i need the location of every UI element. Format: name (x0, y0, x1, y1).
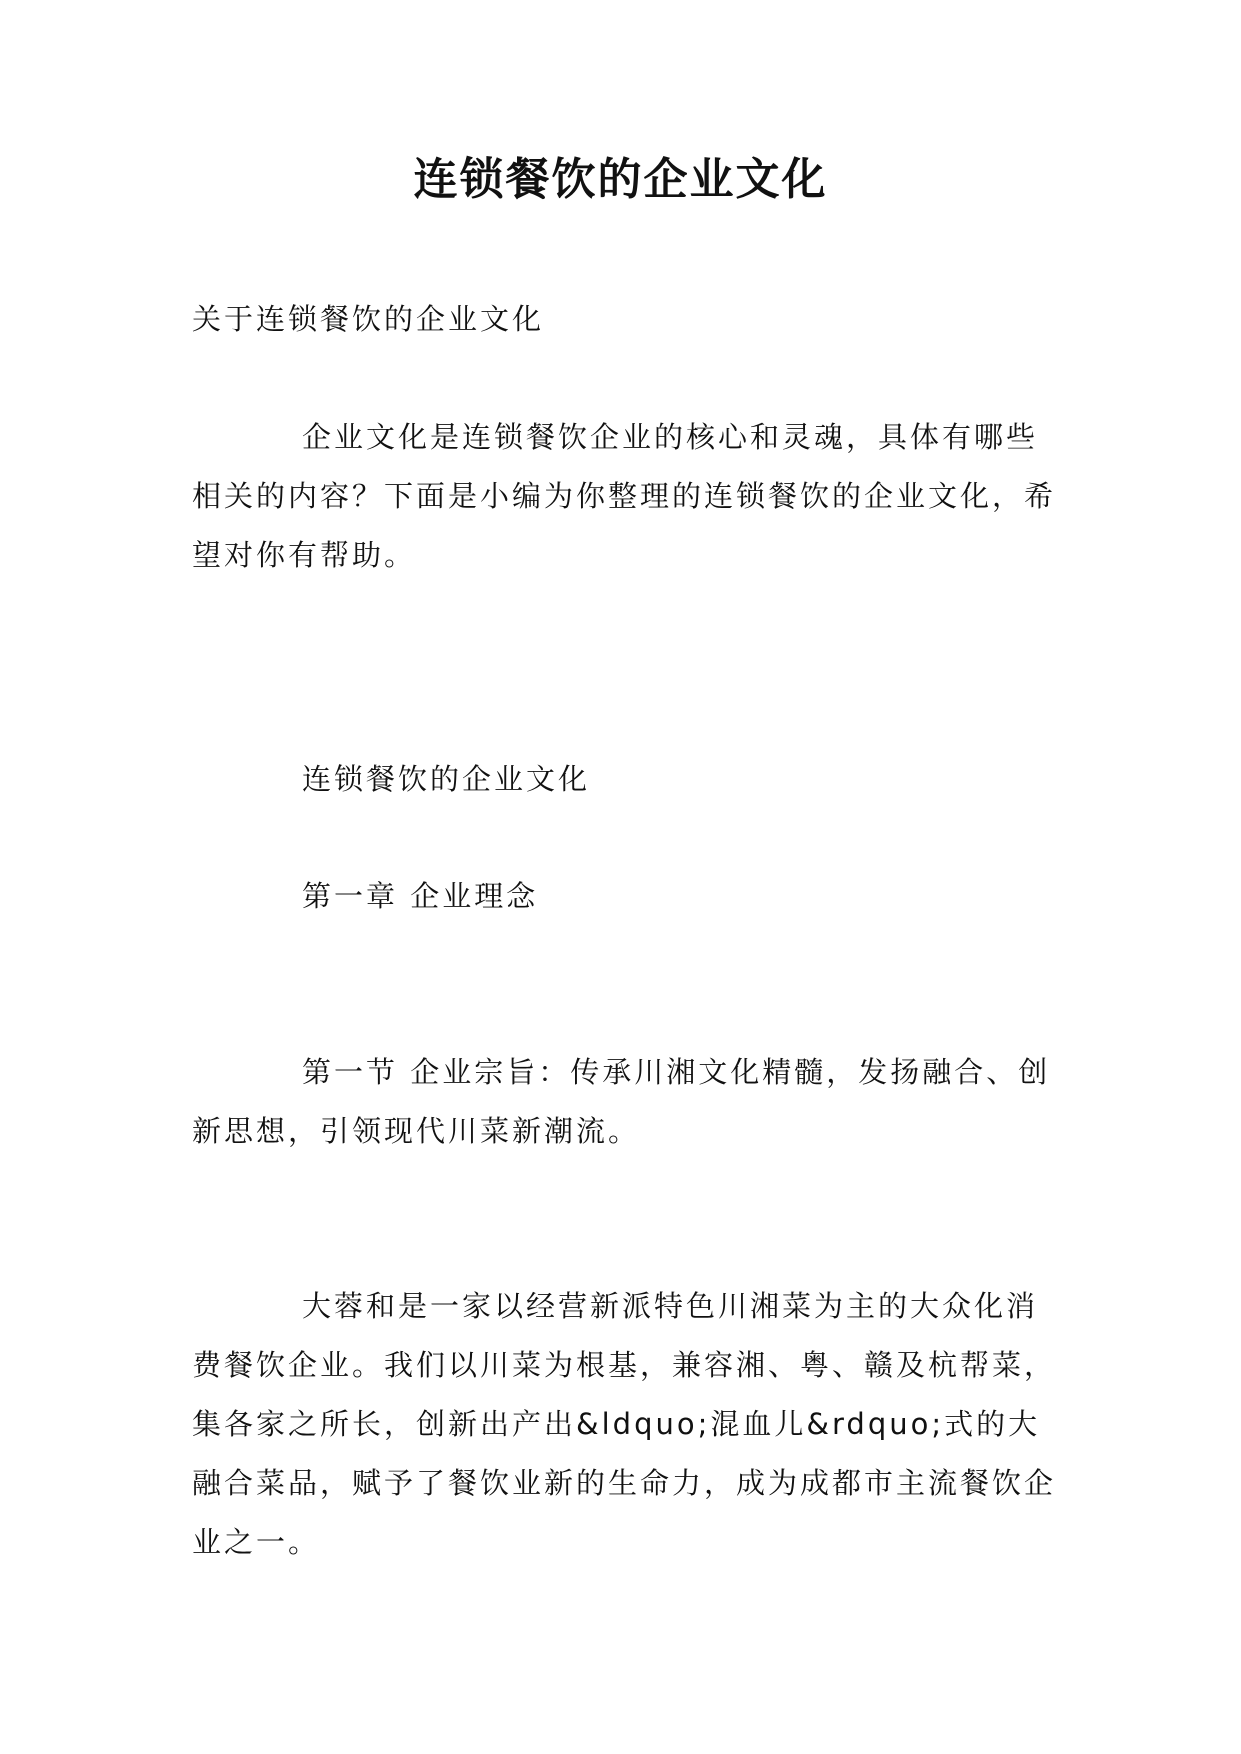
section-title: 连锁餐饮的企业文化 (302, 762, 591, 796)
chapter-heading: 第一章 企业理念 (302, 879, 539, 913)
intro-heading: 关于连锁餐饮的企业文化 (192, 302, 545, 336)
intro-paragraph: 企业文化是连锁餐饮企业的核心和灵魂，具体有哪些相关的内容？下面是小编为你整理的连锁餐饮的企业文化，希望对你有帮助。 (192, 420, 1057, 572)
document-title: 连锁餐饮的企业文化 (413, 154, 828, 205)
company-description-paragraph: 大蓉和是一家以经营新派特色川湘菜为主的大众化消费餐饮企业。我们以川菜为根基，兼容湘、粤、赣及杭帮菜，集各家之所长，创新出产出&ldquo;混血儿&rdquo;式的大融合菜品，赋予了餐饮业新的生命力，成为成都市主流餐饮企业之一。 (192, 1289, 1057, 1559)
section-paragraph-purpose: 第一节 企业宗旨：传承川湘文化精髓，发扬融合、创新思想，引领现代川菜新潮流。 (192, 1055, 1051, 1148)
